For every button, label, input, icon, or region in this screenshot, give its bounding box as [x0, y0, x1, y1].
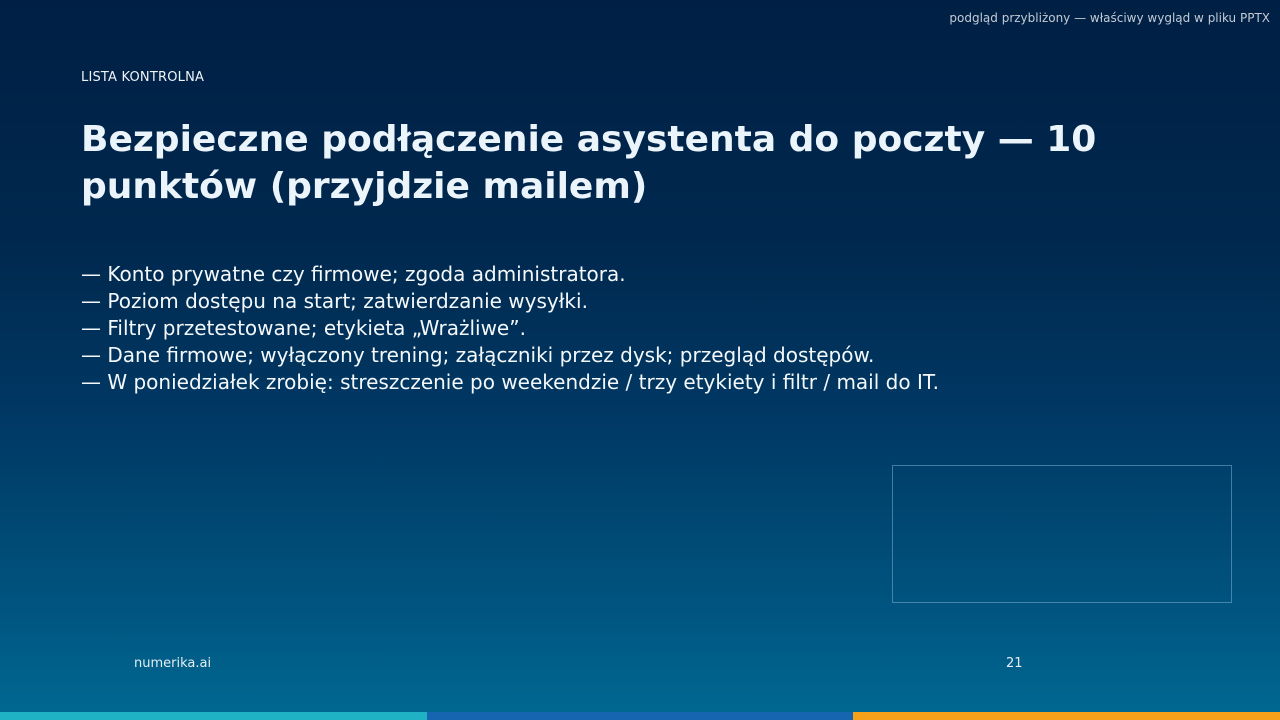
accent-bar-segment-orange: [853, 712, 1280, 720]
checklist-item: — Filtry przetestowane; etykieta „Wrażliwe”.: [81, 316, 526, 340]
accent-bar-segment-blue: [427, 712, 854, 720]
checklist-item: — W poniedziałek zrobię: streszczenie po weekendzie / trzy etykiety i filtr / mail do IT.: [81, 370, 940, 394]
checklist-item: — Poziom dostępu na start; zatwierdzanie wysyłki.: [81, 289, 588, 313]
slide-kicker: LISTA KONTROLNA: [81, 70, 205, 85]
footer-brand: numerika.ai: [134, 656, 212, 671]
slide-title: Bezpieczne podłączenie asystenta do poczty — 10 punktów (przyjdzie mailem): [81, 119, 1097, 207]
checklist: [81, 261, 939, 396]
page-number: 21: [1006, 656, 1023, 671]
checklist-item: — Konto prywatne czy firmowe; zgoda administratora.: [81, 262, 626, 286]
accent-color-bar: [0, 712, 1280, 720]
checklist-item: — Dane firmowe; wyłączony trening; załączniki przez dysk; przegląd dostępów.: [81, 343, 875, 367]
preview-note: podgląd przybliżony — właściwy wygląd w pliku PPTX: [949, 11, 1270, 25]
accent-bar-segment-teal: [0, 712, 427, 720]
image-placeholder: [892, 465, 1232, 603]
